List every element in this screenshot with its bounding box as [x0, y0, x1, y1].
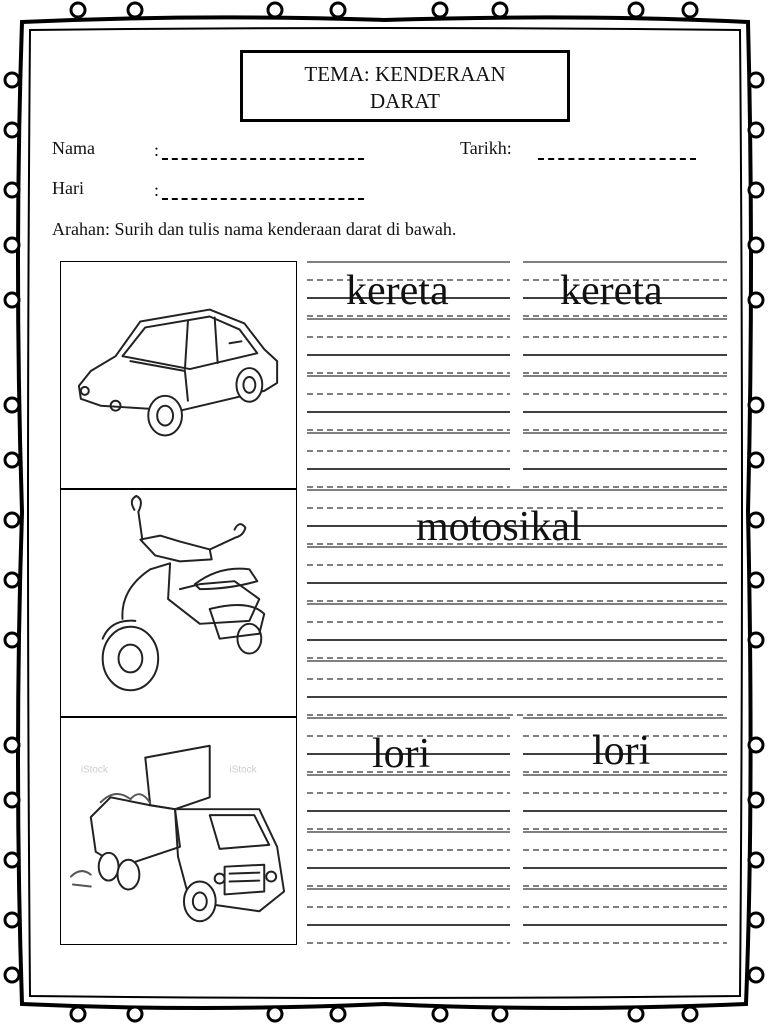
trace-word-kereta-2: kereta [560, 268, 663, 314]
nama-colon: : [154, 140, 160, 160]
hari-blank-line[interactable] [162, 184, 364, 200]
car-illustration [60, 261, 297, 489]
page-title-line2: DARAT [369, 89, 440, 113]
motorcycle-illustration [60, 489, 297, 717]
svg-text:iStock: iStock [229, 764, 257, 776]
page-title-line1: TEMA: KENDERAAN [304, 62, 506, 86]
tarikh-blank-line[interactable] [538, 144, 696, 160]
hari-label: Hari [52, 178, 84, 198]
lorry-illustration [60, 717, 297, 945]
nama-blank-line[interactable] [162, 144, 364, 160]
trace-word-lori-2: lori [592, 728, 651, 774]
nama-label: Nama [52, 138, 95, 158]
trace-word-kereta-1: kereta [346, 268, 449, 314]
hari-colon: : [154, 180, 160, 200]
instruction-text: Arahan: Surih dan tulis nama kenderaan darat di bawah. [52, 219, 457, 239]
trace-word-motosikal: motosikal [416, 504, 582, 550]
trace-word-lori-1: lori [372, 731, 431, 777]
page-title-box [240, 50, 570, 122]
tarikh-label: Tarikh: [460, 138, 512, 158]
svg-text:iStock: iStock [80, 764, 108, 776]
